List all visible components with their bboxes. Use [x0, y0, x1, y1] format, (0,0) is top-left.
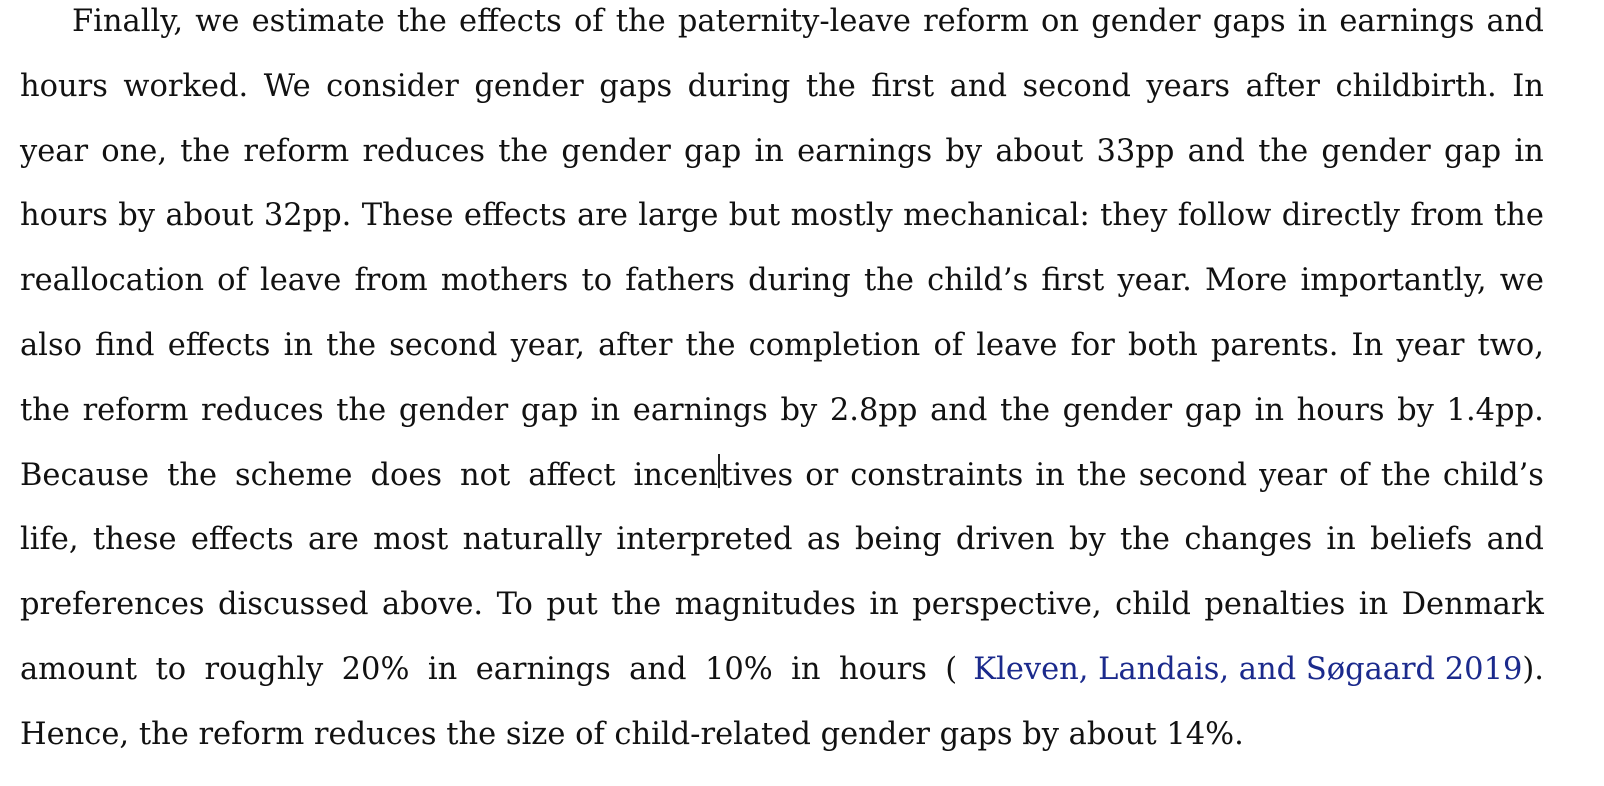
word: 33pp — [1096, 133, 1175, 169]
word: roughly — [204, 651, 324, 687]
text-after-citation: ). — [1522, 651, 1544, 687]
word: gender — [561, 133, 671, 169]
text-line — [20, 518, 1544, 583]
word: perspective, — [912, 587, 1102, 623]
word: gender — [1062, 392, 1173, 428]
text-after-caret — [720, 454, 1544, 519]
word: we — [1499, 263, 1544, 299]
word: in — [869, 587, 899, 623]
word: beliefs — [1370, 522, 1473, 558]
word: put — [546, 587, 598, 623]
word: driven — [955, 522, 1055, 558]
text-line: Hence, the reform reduces the size of child-related gender gaps by about 14%. — [20, 716, 1244, 752]
word: in — [590, 392, 621, 428]
text-line — [20, 389, 1544, 454]
word: the — [863, 263, 914, 299]
word: estimate — [251, 4, 385, 39]
word: gaps — [599, 68, 673, 104]
word: but — [728, 198, 781, 234]
word: year, — [510, 327, 585, 363]
word: reform — [82, 392, 189, 428]
word: in — [1297, 4, 1328, 39]
word: find — [95, 327, 155, 363]
word: effects — [167, 327, 271, 363]
word: gap — [1443, 133, 1502, 169]
word: mothers — [440, 263, 569, 299]
word: consider — [326, 68, 459, 104]
word: child’s — [927, 263, 1029, 299]
word: 1.4pp. — [1446, 392, 1544, 428]
word: of — [573, 4, 604, 39]
word: in — [1326, 522, 1356, 558]
word: 2.8pp — [829, 392, 918, 428]
word: the — [1120, 522, 1170, 558]
word: changes — [1184, 522, 1313, 558]
word: by — [945, 133, 983, 169]
word: More — [1205, 263, 1288, 299]
word: the — [326, 327, 377, 363]
word: the — [611, 587, 662, 623]
word: hours — [20, 198, 108, 234]
word: life, — [20, 522, 79, 558]
word: are — [307, 522, 359, 558]
word: Because — [20, 457, 150, 493]
word: mostly — [790, 198, 893, 234]
word: parents. — [1210, 327, 1339, 363]
word: does — [370, 457, 443, 493]
text-line — [20, 324, 1544, 389]
word: naturally — [462, 522, 602, 558]
word: during — [687, 68, 791, 104]
word: interpreted — [616, 522, 793, 558]
word: about — [165, 198, 254, 234]
word: Finally, — [72, 4, 184, 39]
word: above. — [382, 587, 484, 623]
word: the — [1493, 198, 1544, 234]
word: scheme — [235, 457, 353, 493]
word: of — [1339, 457, 1369, 493]
word: the — [1380, 457, 1431, 493]
word: child’s — [1442, 457, 1544, 493]
word: second — [1138, 457, 1248, 493]
word: as — [806, 522, 841, 558]
word: the — [167, 457, 218, 493]
word: In — [1351, 327, 1384, 363]
word: incen — [633, 457, 718, 493]
word: of — [217, 263, 247, 299]
word: the — [180, 133, 231, 169]
word: reduces — [362, 133, 486, 169]
word: 20% — [341, 651, 410, 687]
word: year. — [1117, 263, 1192, 299]
word: ( — [945, 651, 958, 687]
word: worked. — [123, 68, 249, 104]
word: gaps — [1212, 4, 1286, 39]
word: by — [1397, 392, 1434, 428]
word: follow — [1177, 198, 1272, 234]
word: not — [460, 457, 511, 493]
word: and — [1187, 133, 1245, 169]
word: Denmark — [1401, 587, 1544, 623]
word: or — [805, 457, 839, 493]
word: gap — [1184, 392, 1242, 428]
word: the — [20, 392, 70, 428]
word: hours — [1296, 392, 1385, 428]
word: after — [598, 327, 673, 363]
word: one, — [101, 133, 168, 169]
word: for — [1070, 327, 1115, 363]
word: and — [930, 392, 988, 428]
word: child — [1115, 587, 1191, 623]
word: amount — [20, 651, 138, 687]
word: the — [1000, 392, 1051, 428]
text-line — [20, 259, 1544, 324]
citation-link[interactable]: Kleven, Landais, and Søgaard 2019 — [973, 651, 1523, 687]
word: years — [1146, 68, 1231, 104]
word: gender — [1321, 133, 1431, 169]
word: hours — [20, 68, 108, 104]
word: To — [496, 587, 533, 623]
word: first — [1041, 263, 1105, 299]
word: and — [1486, 4, 1544, 39]
word: by — [780, 392, 818, 428]
word: from — [354, 263, 428, 299]
word: childbirth. — [1335, 68, 1497, 104]
word: we — [195, 4, 240, 39]
text-before-citation — [20, 648, 957, 713]
word: in — [791, 651, 821, 687]
word: discussed — [218, 587, 369, 623]
word: leave — [976, 327, 1058, 363]
text-before-caret — [20, 454, 718, 519]
word: second — [1022, 68, 1131, 104]
word: two, — [1477, 327, 1544, 363]
word: large — [638, 198, 719, 234]
text-line — [20, 0, 1544, 65]
word: reduces — [201, 392, 324, 428]
word: directly — [1281, 198, 1400, 234]
word: from — [1410, 198, 1484, 234]
word: the — [1258, 133, 1309, 169]
word: second — [389, 327, 498, 363]
word: fathers — [625, 263, 735, 299]
word: the — [615, 4, 666, 39]
word: gender — [474, 68, 584, 104]
word: earnings — [1339, 4, 1475, 39]
word: first — [871, 68, 935, 104]
word: the — [1076, 457, 1127, 493]
word: the — [685, 327, 736, 363]
word: affect — [528, 457, 616, 493]
word: gender — [398, 392, 509, 428]
word: by — [1068, 522, 1106, 558]
text-line-with-citation — [20, 648, 1544, 713]
word: importantly, — [1300, 263, 1487, 299]
word: the — [805, 68, 856, 104]
word: year — [1396, 327, 1465, 363]
text-line — [20, 194, 1544, 259]
word: magnitudes — [674, 587, 856, 623]
word: being — [854, 522, 942, 558]
word: earnings — [632, 392, 768, 428]
word: preferences — [20, 587, 205, 623]
word: and — [629, 651, 687, 687]
text-line — [20, 130, 1544, 195]
word: these — [92, 522, 177, 558]
word: earnings — [797, 133, 933, 169]
word: in — [283, 327, 313, 363]
word: These — [361, 198, 454, 234]
word: effects — [463, 198, 567, 234]
word: year — [1259, 457, 1328, 493]
word: mechanical: — [903, 198, 1090, 234]
word: they — [1100, 198, 1168, 234]
word: and — [949, 68, 1008, 104]
word: to — [581, 263, 613, 299]
word: the — [498, 133, 549, 169]
word: We — [263, 68, 311, 104]
word: constraints — [850, 457, 1024, 493]
word: reform — [243, 133, 350, 169]
word: in — [754, 133, 784, 169]
word: gap — [520, 392, 579, 428]
word: in — [1514, 133, 1544, 169]
word: gap — [684, 133, 742, 169]
word: to — [155, 651, 187, 687]
word: year — [20, 133, 89, 169]
word: in — [1358, 587, 1389, 623]
text-line — [20, 65, 1544, 130]
text-line-with-caret — [20, 454, 1544, 519]
word: effects — [459, 4, 562, 39]
word: by — [118, 198, 156, 234]
text-line — [20, 583, 1544, 648]
word: completion — [748, 327, 921, 363]
paper-paragraph — [20, 0, 1544, 778]
word: reform — [923, 4, 1029, 39]
word: of — [933, 327, 964, 363]
word: the — [396, 4, 447, 39]
word: most — [373, 522, 449, 558]
word: about — [995, 133, 1084, 169]
word: and — [1486, 522, 1544, 558]
word: hours — [838, 651, 927, 687]
word: also — [20, 327, 82, 363]
word: earnings — [475, 651, 611, 687]
word: leave — [260, 263, 342, 299]
word: in — [427, 651, 458, 687]
word: 10% — [704, 651, 773, 687]
word: effects — [190, 522, 294, 558]
word: in — [1035, 457, 1065, 493]
word: in — [1254, 392, 1284, 428]
word: penalties — [1204, 587, 1346, 623]
word: are — [577, 198, 628, 234]
word: after — [1245, 68, 1320, 104]
word: during — [748, 263, 851, 299]
word: reallocation — [20, 263, 204, 299]
word: both — [1127, 327, 1198, 363]
word: In — [1512, 68, 1544, 104]
word: on — [1041, 4, 1080, 39]
word: paternity-leave — [677, 4, 911, 39]
word: 32pp. — [263, 198, 352, 234]
word: gender — [1091, 4, 1201, 39]
word: tives — [720, 457, 794, 493]
word: the — [336, 392, 387, 428]
